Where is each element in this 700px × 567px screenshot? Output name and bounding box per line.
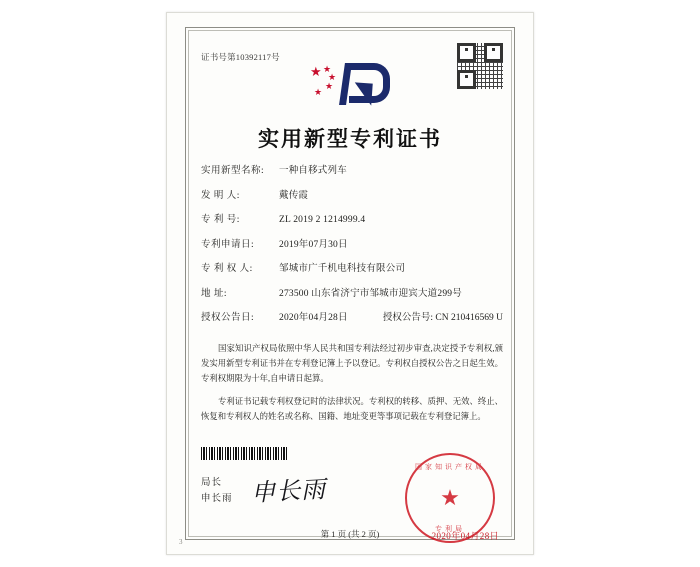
stars-group-icon: ★ ★ ★ ★ ★ bbox=[310, 64, 337, 97]
field-row bbox=[201, 239, 503, 252]
seal-text-bottom: 专利局 bbox=[435, 525, 465, 533]
signatory-title: 局长 bbox=[201, 478, 223, 488]
patent-logo-icon bbox=[340, 61, 392, 107]
handwritten-signature: 申长雨 bbox=[250, 475, 327, 507]
patent-certificate bbox=[166, 12, 534, 555]
legal-text-block bbox=[201, 341, 503, 432]
page-footer: 第 1 页 (共 2 页) bbox=[320, 529, 380, 539]
field-label: 实用新型名称: bbox=[201, 166, 265, 176]
legal-paragraph: 专利证书记载专利权登记时的法律状况。专利权的转移、质押、无效、终止、恢复和专利权人的姓名或名称、国籍、地址变更等事项记载在专利登记簿上。 bbox=[201, 397, 503, 421]
field-row bbox=[201, 165, 503, 178]
seal-date: 2020年04月28日 bbox=[431, 531, 499, 541]
field-label: 专利申请日: bbox=[201, 239, 255, 250]
field-row bbox=[201, 312, 503, 325]
certificate-fields bbox=[201, 165, 503, 337]
barcode-icon bbox=[201, 447, 287, 460]
legal-paragraph: 国家知识产权局依照中华人民共和国专利法经过初步审查,决定授予专利权,颁发实用新型专利证书并在专利登记簿上予以登记。专利权自授权公告之日起生效。专利权期限为十年,自申请日起算。 bbox=[201, 344, 503, 383]
field-label: 专 利 权 人: bbox=[201, 264, 253, 274]
field-value: 戴传霞 bbox=[279, 190, 309, 201]
edge-mark: 3 bbox=[179, 538, 183, 546]
seal-text-top: 国家知识产权局 bbox=[415, 463, 485, 471]
certificate-number: 证书号第10392117号 bbox=[201, 52, 280, 62]
field-value-secondary: 授权公告号: CN 210416569 U bbox=[382, 313, 503, 323]
field-value: ZL 2019 2 1214999.4 bbox=[279, 215, 366, 225]
signatory-block bbox=[201, 475, 233, 507]
field-label: 地 址: bbox=[201, 288, 228, 299]
field-row bbox=[201, 288, 503, 301]
field-value: 2020年04月28日 bbox=[279, 313, 348, 323]
field-label: 发 明 人: bbox=[201, 190, 240, 201]
field-value: 邹城市广千机电科技有限公司 bbox=[279, 264, 406, 274]
field-value: 2019年07月30日 bbox=[279, 239, 348, 250]
field-row bbox=[201, 263, 503, 276]
seal-star-icon: ★ bbox=[440, 485, 460, 510]
cnipa-emblem-icon bbox=[304, 61, 396, 109]
field-value: 273500 山东省济宁市邹城市迎宾大道299号 bbox=[279, 288, 462, 299]
field-value: 一种自移式列车 bbox=[279, 166, 347, 176]
signatory-name: 申长雨 bbox=[201, 494, 233, 504]
field-row bbox=[201, 214, 503, 227]
page-title: 实用新型专利证书 bbox=[258, 126, 442, 151]
qr-code-icon bbox=[457, 43, 503, 89]
field-row bbox=[201, 190, 503, 203]
field-label: 授权公告日: bbox=[201, 313, 255, 323]
field-label: 专 利 号: bbox=[201, 215, 240, 225]
